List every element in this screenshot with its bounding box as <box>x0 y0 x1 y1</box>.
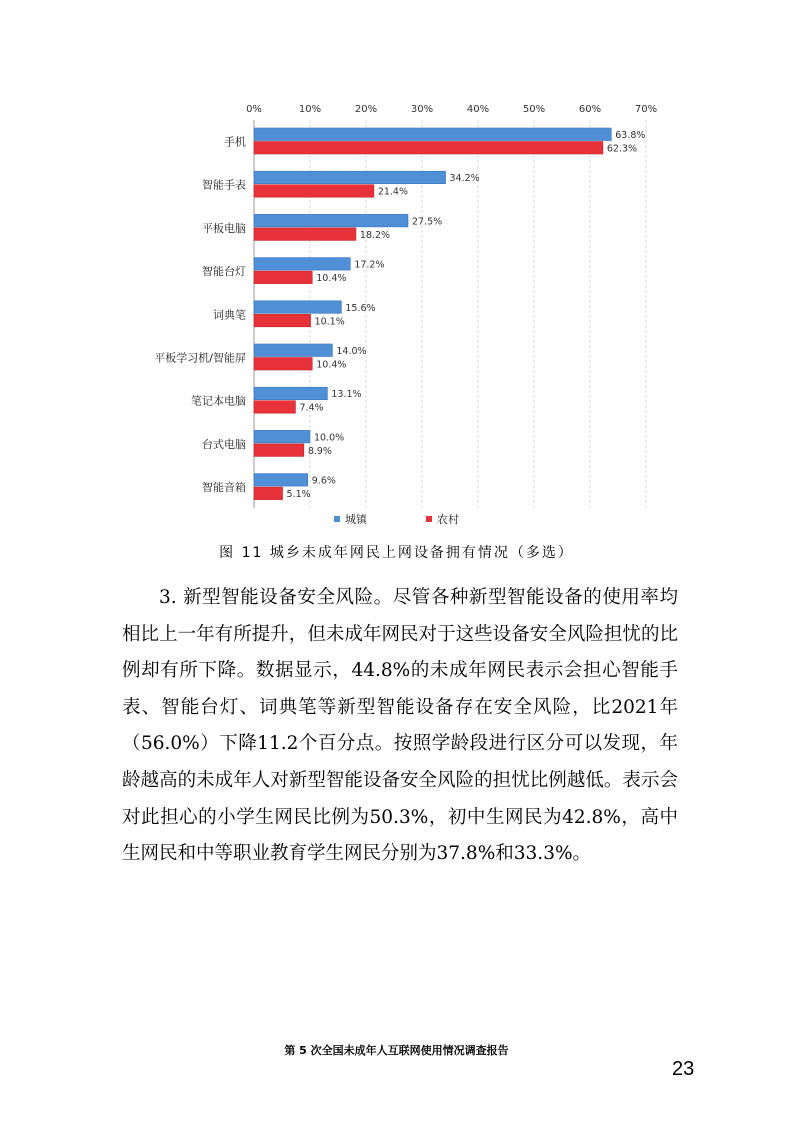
data-label: 62.3% <box>606 143 638 155</box>
bar-rural <box>254 444 304 457</box>
data-label: 14.0% <box>336 346 367 357</box>
page-number: 23 <box>672 1058 695 1080</box>
x-axis-ticks <box>246 104 657 115</box>
data-label: 27.5% <box>412 216 443 228</box>
legend-swatch-rural <box>426 516 432 522</box>
category-label: 笔记本电脑 <box>191 394 246 408</box>
body-text <box>122 580 678 873</box>
data-label: 8.9% <box>307 445 332 457</box>
category-label: 智能手表 <box>202 178 246 192</box>
category-label: 手机 <box>224 135 246 149</box>
chart-bars <box>254 128 611 500</box>
chart-legend <box>334 512 459 526</box>
data-label: 10.1% <box>314 316 345 328</box>
data-label: 18.2% <box>359 229 391 241</box>
category-label: 词典笔 <box>213 308 246 322</box>
data-label: 10.4% <box>316 359 347 371</box>
bar-urban <box>254 474 308 487</box>
report-footer: 第 5 次全国未成年人互联网使用情况调查报告 <box>284 1044 509 1057</box>
bar-urban <box>254 214 408 227</box>
category-label: 智能台灯 <box>202 265 246 279</box>
bar-urban <box>254 430 310 443</box>
bar-rural <box>254 142 603 155</box>
x-tick-label: 10% <box>298 104 322 115</box>
bar-rural <box>254 487 283 500</box>
data-label: 21.4% <box>377 186 409 198</box>
bar-urban <box>254 387 327 400</box>
bar-rural <box>254 271 312 284</box>
data-label: 9.6% <box>311 475 336 487</box>
data-label: 13.1% <box>331 389 362 401</box>
legend-label-rural: 农村 <box>437 513 459 526</box>
x-tick-label: 0% <box>246 104 262 115</box>
category-labels <box>154 135 246 495</box>
x-tick-label: 70% <box>634 104 658 115</box>
figure-caption: 图 11 城乡未成年网民上网设备拥有情况（多选） <box>219 545 574 561</box>
category-label: 平板学习机/智能屏 <box>154 351 246 365</box>
bar-urban <box>254 344 332 357</box>
bar-rural <box>254 185 374 198</box>
bar-urban <box>254 258 350 271</box>
category-label: 智能音箱 <box>202 481 246 495</box>
x-tick-label: 30% <box>410 104 434 115</box>
bar-urban <box>254 301 341 314</box>
bar-rural <box>254 314 311 327</box>
data-label: 34.2% <box>449 173 480 185</box>
legend-label-urban: 城镇 <box>345 513 367 526</box>
data-label: 63.8% <box>615 130 646 141</box>
legend-swatch-urban <box>334 516 340 522</box>
category-label: 平板电脑 <box>202 221 246 235</box>
bar-rural <box>254 228 356 241</box>
bar-rural <box>254 401 295 414</box>
data-label: 10.0% <box>314 432 345 444</box>
bar-rural <box>254 358 312 371</box>
data-label: 15.6% <box>345 302 376 314</box>
data-label: 10.4% <box>316 273 347 285</box>
x-tick-label: 50% <box>522 104 546 115</box>
x-tick-label: 60% <box>578 104 602 115</box>
x-tick-label: 40% <box>466 104 490 115</box>
data-label: 7.4% <box>299 402 324 414</box>
bar-urban <box>254 171 446 184</box>
paragraph-security-risk: 3. 新型智能设备安全风险。尽管各种新型智能设备的使用率均相比上一年有所提升，但未成年网民对于这些设备安全风险担忧的比例却有所下降。数据显示，44.8%的未成年网民表示会担心智能手表、智能台灯、词典笔等新型智能设备存在安全风险，比2021年（56.0%）下降11.2个百分点。按照学龄段进行区分可以发现，年龄越高的未成年人对新型智能设备安全风险的担忧比例越低。表示会对此担心的小学生网民比例为50.3%，初中生网民为42.8%，高中生网民和中等职业教育学生网民分别为37.8%和33.3%。 <box>122 587 678 865</box>
data-label: 17.2% <box>354 259 385 271</box>
data-label: 5.1% <box>286 489 311 501</box>
category-label: 台式电脑 <box>202 437 246 451</box>
bar-urban <box>254 128 611 141</box>
x-tick-label: 20% <box>354 104 378 115</box>
device-ownership-chart <box>0 0 793 540</box>
